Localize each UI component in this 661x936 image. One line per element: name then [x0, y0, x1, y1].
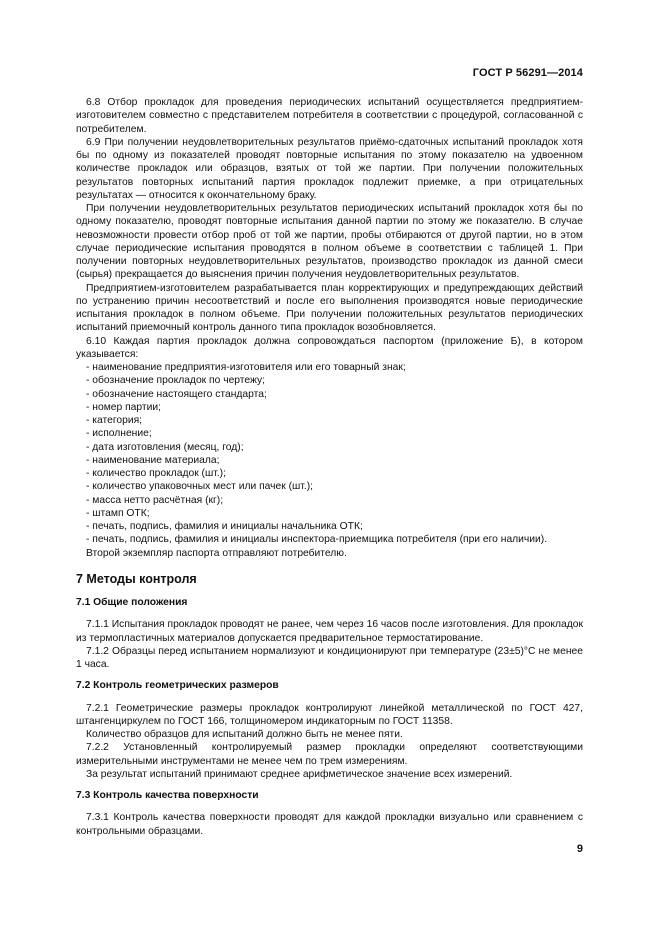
paragraph-6-10: 6.10 Каждая партия прокладок должна сопровождаться паспортом (приложение Б), в котором указывается:	[76, 335, 583, 360]
document-header: ГОСТ Р 56291—2014	[472, 67, 583, 79]
passport-list	[76, 361, 583, 547]
passport-note: Второй экземпляр паспорта отправляют потребителю.	[86, 547, 347, 559]
paragraph-7-2-2-result: За результат испытаний принимают среднее арифметическое значение всех измерений.	[86, 768, 513, 780]
paragraph-6-8: 6.8 Отбор прокладок для проведения периодических испытаний осуществляется предприятием-изготовителем совместно с представителем потребителя в соответствии с процедурой, согласованной с потребителем.	[76, 97, 583, 135]
paragraph-7-1-2: 7.1.2 Образцы перед испытанием нормализуют и кондиционируют при температуре (23±5)°С не менее 1 часа.	[76, 645, 583, 670]
paragraph-7-3-1: 7.3.1 Контроль качества поверхности проводят для каждой прокладки визуально или сравнением с контрольными образцами.	[76, 812, 583, 837]
paragraph-plan: Предприятием-изготовителем разрабатывается план корректирующих и предупреждающих действий по устранению причин несоответствий и после его выполнения производятся новые периодические испытания прокладок в полном объеме. При получении положительных результатов периодических испытаний приемочный контроль данного типа прокладок возобновляется.	[76, 282, 583, 334]
list-item: - количество упаковочных мест или пачек (шт.);	[86, 481, 314, 493]
paragraph-6-9: 6.9 При получении неудовлетворительных результатов приёмо-сдаточных испытаний прокладок хотя бы по одному из показателей проводят повторные испытания по этому показателю на удвоенном количестве прокладок или образцов, взятых от той же партии. При получении положительных результатов повторных испытаний партия прокладок подлежит приемке, а при отрицательных результатах — относится к окончательному браку.	[76, 136, 583, 201]
page-number: 9	[576, 843, 583, 855]
list-item: - печать, подпись, фамилия и инициалы начальника ОТК;	[86, 521, 363, 532]
list-item: - наименование предприятия-изготовителя или его товарный знак;	[86, 362, 406, 373]
list-item: - категория;	[86, 415, 143, 426]
subsection-title-7-3: 7.3 Контроль качества поверхности	[76, 790, 259, 801]
list-item: - обозначение прокладок по чертежу;	[86, 375, 266, 387]
list-item: - дата изготовления (месяц, год);	[86, 441, 244, 453]
paragraph-7-2-1: 7.2.1 Геометрические размеры прокладок контролируют линейкой металлической по ГОСТ 427, штангенциркулем по ГОСТ 166, толщиномером индикаторным по ГОСТ 11358.	[76, 702, 583, 727]
list-item: - масса нетто расчётная (кг);	[86, 494, 224, 506]
section-title-7: 7 Методы контроля	[76, 571, 197, 586]
subsection-title-7-1: 7.1 Общие положения	[76, 597, 188, 608]
list-item: - печать, подпись, фамилия и инициалы инспектора-приемщика потребителя (при его наличии).	[86, 534, 548, 546]
paragraph-7-2-1-samples: Количество образцов для испытаний должно быть не менее пяти.	[86, 729, 403, 740]
list-item: - исполнение;	[86, 428, 152, 440]
list-item: - количество прокладок (шт.);	[86, 468, 226, 479]
document-body	[76, 96, 583, 838]
list-item: - обозначение настоящего стандарта;	[86, 388, 267, 400]
list-item: - наименование материала;	[86, 454, 220, 466]
paragraph-7-1-1: 7.1.1 Испытания прокладок проводят не ранее, чем через 16 часов после изготовления. Для прокладок из термопластичных материалов допускается предварительное термостатирование.	[76, 619, 583, 644]
subsection-title-7-2: 7.2 Контроль геометрических размеров	[76, 680, 279, 692]
paragraph-7-2-2: 7.2.2 Установленный контролируемый размер прокладки определяют соответствующими измерительными инструментами не менее чем по трем измерениям.	[76, 742, 583, 767]
list-item: - номер партии;	[86, 401, 161, 413]
paragraph-periodic: При получении неудовлетворительных результатов периодических испытаний прокладок хотя бы по одному показателю, проводят повторные испытания данной партии по этому же показателю. В случае невозможности провести отбор проб от той же партии, пробы отбираются от другой партии, но в этом случае периодические испытания проводятся в полном объеме в соответствии с таблицей 1. При получении повторных неудовлетворительных результатов, производство прокладок из данной смеси (сырья) прекращается до выяснения причин получения неудовлетворительных результатов.	[76, 203, 583, 281]
list-item: - штамп ОТК;	[86, 507, 150, 519]
